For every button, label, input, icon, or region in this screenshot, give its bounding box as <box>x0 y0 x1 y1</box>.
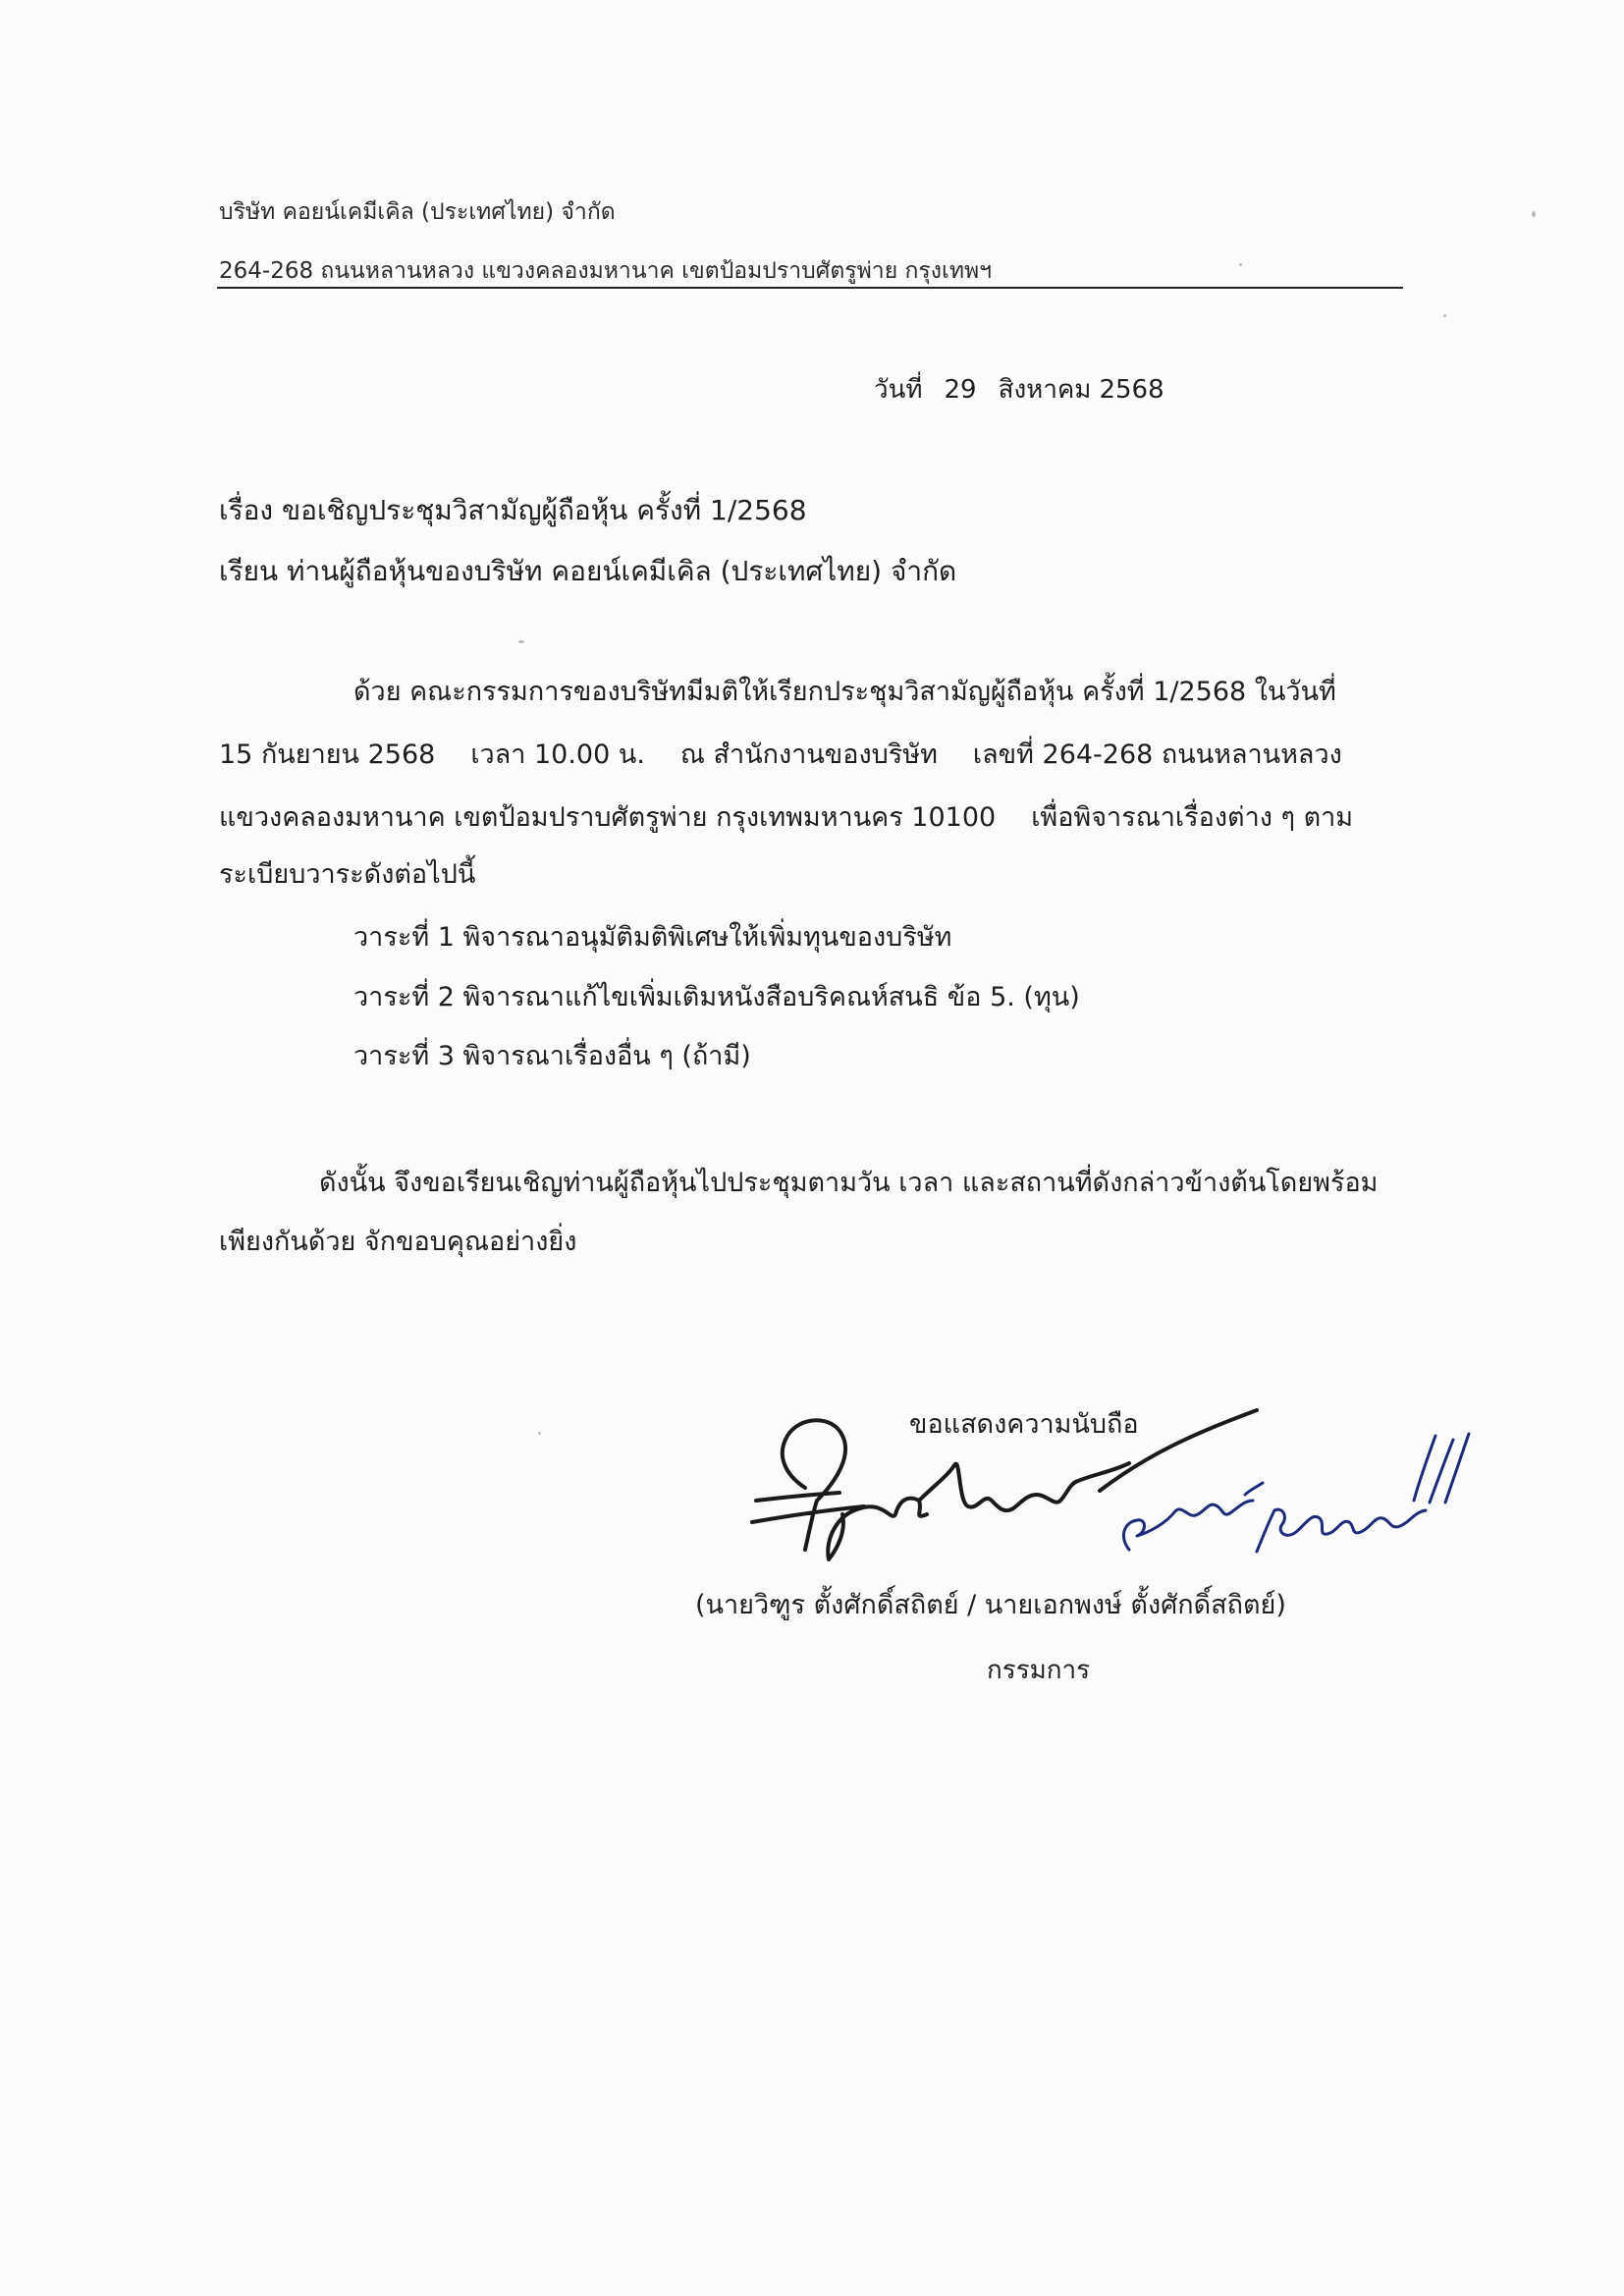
meeting-address: เลขที่ 264-268 ถนนหลานหลวง <box>972 739 1342 770</box>
meeting-time: เวลา 10.00 น. <box>470 739 645 770</box>
meeting-district: แขวงคลองมหานาค เขตป้อมปราบศัตรูพ่าย กรุงเทพมหานคร 10100 <box>219 802 997 833</box>
scan-speck <box>538 1432 541 1435</box>
header-divider <box>217 287 1403 289</box>
agenda-item: วาระที่ 3 พิจารณาเรื่องอื่น ๆ (ถ้ามี) <box>353 1041 751 1071</box>
body-paragraph-1-line-2 <box>219 733 1342 775</box>
agenda-item: วาระที่ 1 พิจารณาอนุมัติมติพิเศษให้เพิ่มทุนของบริษัท <box>353 922 952 953</box>
date-label: วันที่ <box>874 375 923 405</box>
letter-date <box>874 369 1164 410</box>
scan-speck <box>518 640 524 643</box>
company-name: บริษัท คอยน์เคมีเคิล (ประเทศไทย) จำกัด <box>219 199 616 225</box>
signature-blue <box>1123 1434 1469 1552</box>
signer-title: กรรมการ <box>987 1656 1091 1685</box>
handwritten-signatures <box>727 1385 1492 1581</box>
scan-speck <box>1532 211 1536 217</box>
letter-salutation: เรียน ท่านผู้ถือหุ้นของบริษัท คอยน์เคมีเคิล (ประเทศไทย) จำกัด <box>219 555 957 587</box>
date-year: 2568 <box>1099 375 1164 405</box>
body-paragraph-1-line-3 <box>219 795 1353 838</box>
meeting-place: ณ สำนักงานของบริษัท <box>679 739 938 770</box>
signer-names: (นายวิฑูร ตั้งศักดิ์สถิตย์ / นายเอกพงษ์ ตั้งศักดิ์สถิตย์) <box>695 1590 1286 1620</box>
agenda-item: วาระที่ 2 พิจารณาแก้ไขเพิ่มเติมหนังสือบริคณห์สนธิ ข้อ 5. (ทุน) <box>353 982 1080 1012</box>
company-address: 264-268 ถนนหลานหลวง แขวงคลองมหานาค เขตป้อมปราบศัตรูพ่าย กรุงเทพฯ <box>219 258 993 284</box>
closing-phrase: ขอแสดงความนับถือ <box>909 1409 1139 1440</box>
date-month: สิงหาคม <box>998 375 1092 405</box>
letter-subject: เรื่อง ขอเชิญประชุมวิสามัญผู้ถือหุ้น ครั้งที่ 1/2568 <box>219 494 807 526</box>
signature-black <box>752 1410 1257 1559</box>
date-day: 29 <box>944 375 977 405</box>
meeting-date: 15 กันยายน 2568 <box>219 739 436 770</box>
scan-speck <box>1239 263 1242 266</box>
body-paragraph-1-line-1: ด้วย คณะกรรมการของบริษัทมีมติให้เรียกประชุมวิสามัญผู้ถือหุ้น ครั้งที่ 1/2568 ในวันที่ <box>353 677 1336 707</box>
meeting-purpose: เพื่อพิจารณาเรื่องต่าง ๆ ตาม <box>1031 802 1354 833</box>
conclusion-line-2: เพียงกันด้วย จักขอบคุณอย่างยิ่ง <box>219 1227 577 1257</box>
scan-speck <box>1443 314 1446 317</box>
conclusion-line-1: ดังนั้น จึงขอเรียนเชิญท่านผู้ถือหุ้นไปประชุมตามวัน เวลา และสถานที่ดังกล่าวข้างต้นโดยพร้อม <box>319 1168 1379 1198</box>
body-paragraph-1-line-4: ระเบียบวาระดังต่อไปนี้ <box>219 859 476 890</box>
